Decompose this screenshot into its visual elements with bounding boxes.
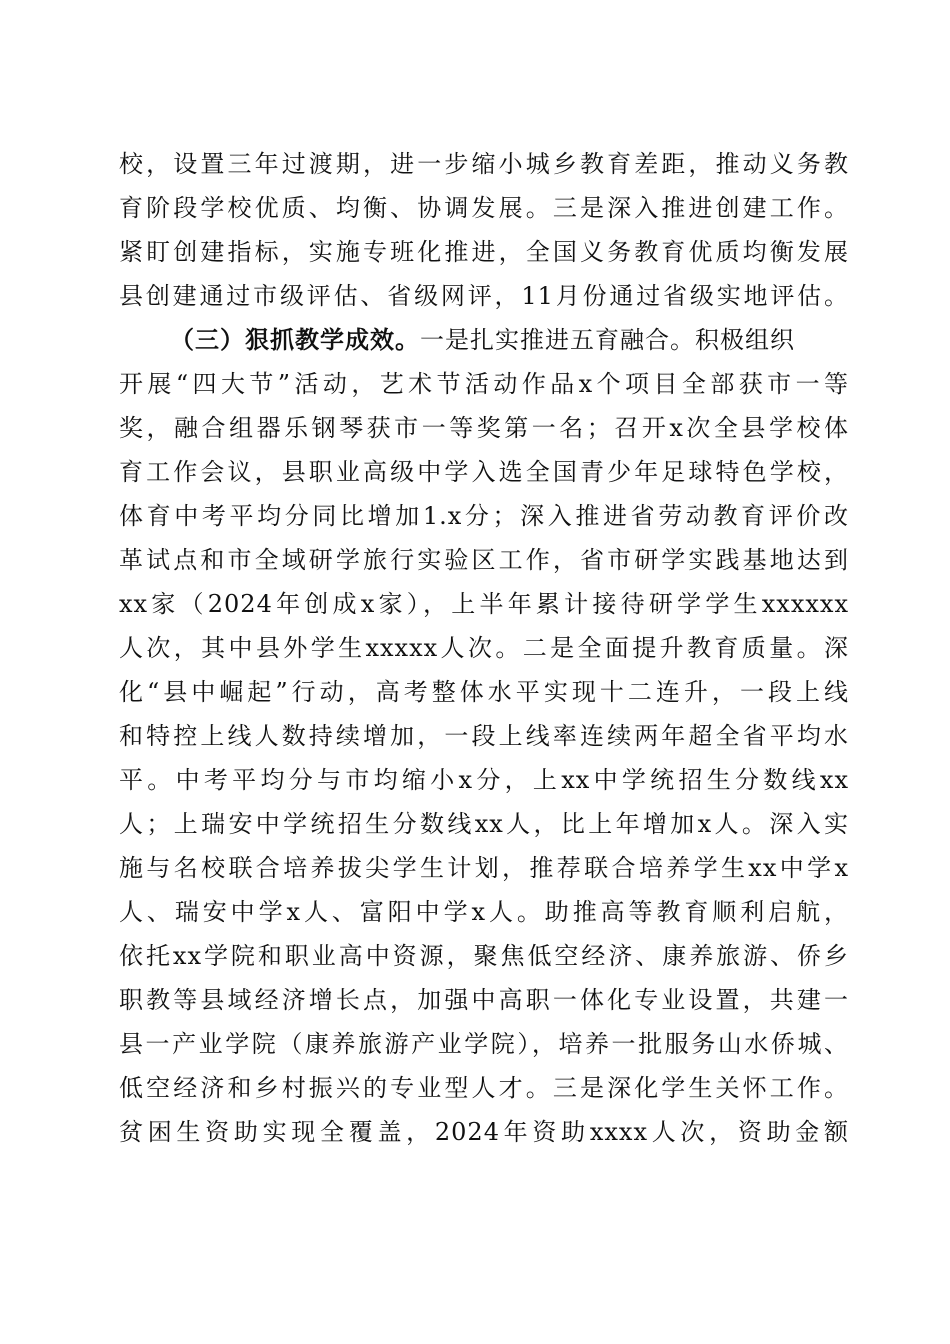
body-line: 奖，融合组器乐钢琴获市一等奖第一名；召开x次全县学校体: [119, 414, 849, 442]
section-heading: （三）狠抓教学成效。: [170, 325, 420, 354]
body-line: 校，设置三年过渡期，进一步缩小城乡教育差距，推动义务教: [119, 150, 849, 178]
body-line: 化“县中崛起”行动，高考整体水平实现十二连升，一段上线: [119, 678, 849, 706]
body-line: 职教等县域经济增长点，加强中高职一体化专业设置，共建一: [119, 986, 849, 1014]
body-line: 县一产业学院（康养旅游产业学院），培养一批服务山水侨城、: [119, 1030, 849, 1058]
body-line: 低空经济和乡村振兴的专业型人才。三是深化学生关怀工作。: [119, 1074, 849, 1102]
body-line: 平。中考平均分与市均缩小x分，上xx中学统招生分数线xx: [119, 766, 849, 794]
body-line: xx家（2024年创成x家），上半年累计接待研学学生xxxxxx: [119, 590, 849, 618]
body-line: 施与名校联合培养拔尖学生计划，推荐联合培养学生xx中学x: [119, 854, 849, 882]
body-line: 紧盯创建指标，实施专班化推进，全国义务教育优质均衡发展: [119, 238, 849, 266]
body-line: 革试点和市全域研学旅行实验区工作，省市研学实践基地达到: [119, 546, 849, 574]
body-line: 体育中考平均分同比增加1.x分；深入推进省劳动教育评价改: [119, 502, 849, 530]
body-line: 贫困生资助实现全覆盖，2024年资助xxxx人次，资助金额: [119, 1118, 849, 1146]
body-line: 开展“四大节”活动，艺术节活动作品x个项目全部获市一等: [119, 370, 849, 398]
body-line: 依托xx学院和职业高中资源，聚焦低空经济、康养旅游、侨乡: [119, 942, 849, 970]
body-line: 人、瑞安中学x人、富阳中学x人。助推高等教育顺利启航，: [119, 898, 849, 926]
section-first-line-text: 一是扎实推进五育融合。积极组织: [420, 326, 795, 354]
body-line: 和特控上线人数持续增加，一段上线率连续两年超全省平均水: [119, 722, 849, 750]
body-line: 县创建通过市级评估、省级网评，11月份通过省级实地评估。: [119, 282, 849, 310]
body-line: 育工作会议，县职业高级中学入选全国青少年足球特色学校，: [119, 458, 849, 486]
body-line: 人；上瑞安中学统招生分数线xx人，比上年增加x人。深入实: [119, 810, 849, 838]
body-line: 人次，其中县外学生xxxxx人次。二是全面提升教育质量。深: [119, 634, 849, 662]
section-first-line: [170, 320, 850, 360]
body-line: 育阶段学校优质、均衡、协调发展。三是深入推进创建工作。: [119, 194, 849, 222]
